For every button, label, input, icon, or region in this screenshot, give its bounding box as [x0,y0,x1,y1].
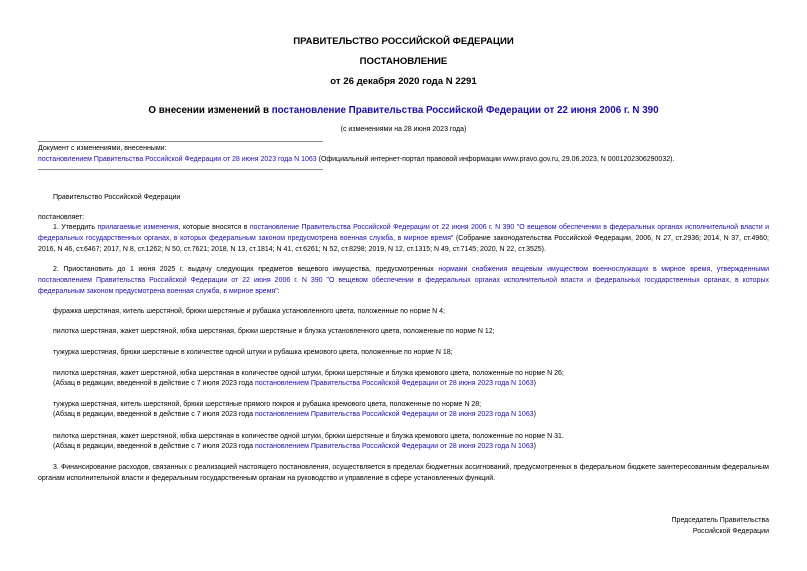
revision-note: (с изменениями на 28 июня 2023 года) [340,126,467,133]
paragraph-3: 3. Финансирование расходов, связанных с реализацией настоящего постановления, осуществляется в пределах бюджетных ассигнований, предусмотренных в федеральном бюджете заинтересованным федеральным органам исполнительной власти и федеральным государственным органам на руководство и управление в сфере установленных функций. [38,464,769,482]
p2-link-norms[interactable]: нормами снабжения вещевым имуществом военнослужащих в мирное время, утвержденными постановлением Правительства Российской Федерации от 22 июня 2006 г. N 390 "О вещевом обеспечении в федеральных органах исполнительной власти и федеральных государственных органах, в которых федеральным законом предусмотрена военная служба, в мирное время" [38,266,770,295]
signature-title: Председатель Правительства [671,517,769,524]
title-prefix: О внесении изменений в [148,105,272,116]
edit-note-prefix: (Абзац в редакции, введенной в действие с 7 июля 2023 года [53,443,255,450]
p1-text-c: (Собрание законодательства Российской Федерации, 2006, N 27, ст.2936; 2014, N 37, ст.4960; 2016, N 46, ст.6467; 2017, N 8, ст.1262; N 50, ст.7621; 2018, N 13, ст.1814; N 41, ст.6261; N 52, ст.8298; 2019, N 12, ст.1315; N 49, ст.7145; 2020, N 22, ст.3525). [38,234,769,253]
p1-text-b: , которые вносятся в [178,224,250,231]
edit-note-link[interactable]: постановлением Правительства Российской Федерации от 28 июня 2023 года N 1063 [254,380,534,387]
divider-bottom [38,169,323,170]
p1-link-changes[interactable]: прилагаемые изменения [97,224,179,231]
paragraph-2 [38,265,769,297]
p1-text-a: 1. Утвердить [53,224,98,231]
list-item: пилотка шерстяная, жакет шерстяной, юбка шерстяная в количестве одной штуки, брюки шерстяные и блузка кремового цвета, положенные по норме N 26; [53,370,564,377]
government-heading: ПРАВИТЕЛЬСТВО РОССИЙСКОЙ ФЕДЕРАЦИИ [293,36,514,47]
changes-box-source [38,155,769,166]
list-item: фуражка шерстяная, китель шерстяной, брюки шерстяные и рубашка установленного цвета, положенные по норме N 4; [53,308,445,315]
edit-note-prefix: (Абзац в редакции, введенной в действие с 7 июля 2023 года [53,411,255,418]
edit-note-link[interactable]: постановлением Правительства Российской Федерации от 28 июня 2023 года N 1063 [254,411,534,418]
changes-box-suffix: (Официальный интернет-портал правовой информации www.pravo.gov.ru, 29.06.2023, N 0001202306290032). [316,156,675,163]
list-item: пилотка шерстяная, жакет шерстяной, юбка шерстяная в количестве одной штуки, брюки шерстяные и блузка кремового цвета, положенные по норме N 31. [53,433,564,440]
document-date-number: от 26 декабря 2020 года N 2291 [330,76,477,87]
issuing-authority: Правительство Российской Федерации [53,194,181,201]
edit-note-suffix: ) [533,411,536,418]
p1-link-resolution[interactable]: постановление Правительства Российской Федерации от 22 июня 2006 г. N 390 "О вещевом обеспечении в федеральных органах исполнительной власти и федеральных государственных органах, в которых федеральным законом предусмотрена военная служба, в мирное время" [38,224,769,242]
changes-box-link[interactable]: постановлением Правительства Российской Федерации от 28 июня 2023 года N 1063 [38,156,317,163]
edit-note-prefix: (Абзац в редакции, введенной в действие с 7 июля 2023 года [53,380,255,387]
edit-note [53,410,784,421]
document-title [0,105,807,116]
signature-block [672,515,769,537]
list-item: пилотка шерстяная, жакет шерстяной, юбка шерстяная, брюки шерстяные и блузка установленного цвета, положенные по норме N 12; [53,328,495,335]
edit-note-link[interactable]: постановлением Правительства Российской Федерации от 28 июня 2023 года N 1063 [254,443,534,450]
title-link[interactable]: постановление Правительства Российской Федерации от 22 июня 2006 г. N 390 [271,105,659,116]
signature-org: Российской Федерации [692,528,769,535]
document-type-heading: ПОСТАНОВЛЕНИЕ [359,56,448,67]
edit-note-suffix: ) [533,380,536,387]
edit-note-suffix: ) [533,443,536,450]
list-item: тужурка шерстяная, китель шерстяной, брюки шерстяные прямого покроя и рубашка кремового цвета, положенные по норме N 28; [53,401,482,408]
paragraph-1 [38,223,769,255]
edit-note [53,442,784,453]
divider-top [38,141,323,142]
edit-note [53,379,784,390]
changes-box-label: Документ с изменениями, внесенными: [38,145,167,152]
p2-text-a: 2. Приостановить до 1 июня 2025 г. выдачу следующих предметов вещевого имущества, предусмотренных [53,266,439,273]
p2-text-b: : [277,287,280,295]
resolves-word: постановляет: [38,214,85,221]
list-item: тужурка шерстяная, брюки шерстяные в количестве одной штуки и рубашка кремового цвета, положенные по норме N 18; [53,349,453,356]
